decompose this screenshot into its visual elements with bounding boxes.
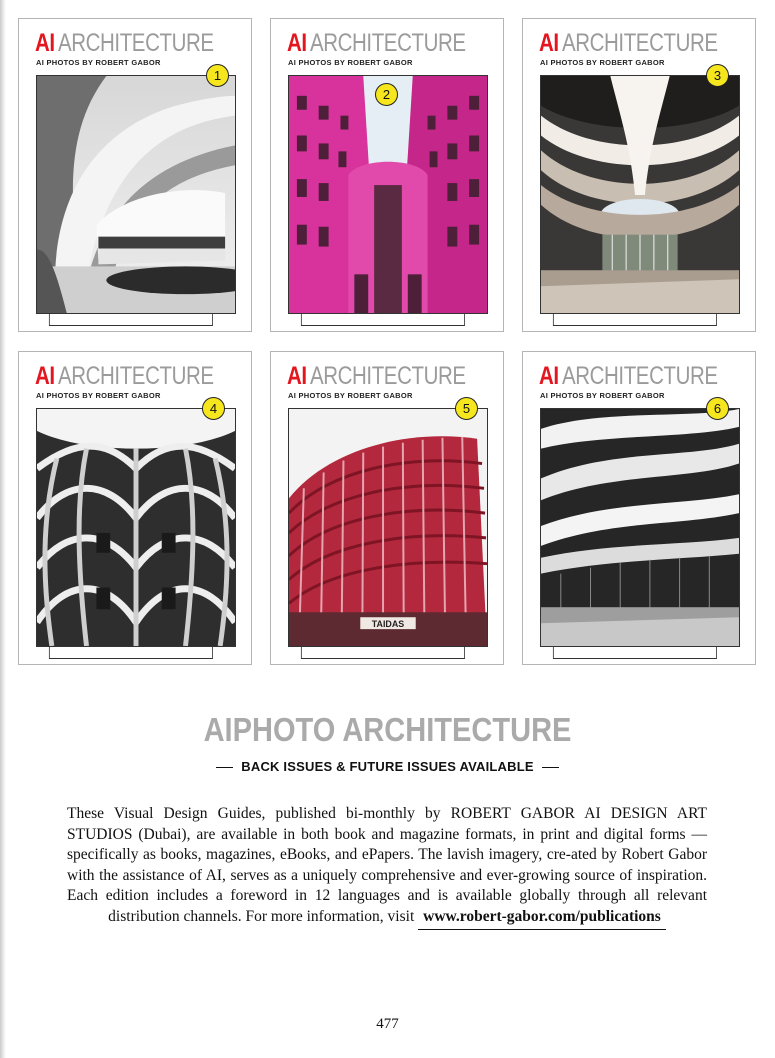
issue-number-badge: 5 xyxy=(455,397,478,420)
issue-number-badge: 2 xyxy=(375,83,398,106)
pink-building-photo xyxy=(288,75,488,314)
cover-byline: AI PHOTOS BY ROBERT GABOR xyxy=(540,391,665,400)
cover-byline: AI PHOTOS BY ROBERT GABOR xyxy=(36,58,161,67)
curved-balconies-photo xyxy=(540,408,740,647)
subheadline-text: BACK ISSUES & FUTURE ISSUES AVAILABLE xyxy=(241,759,534,774)
cover-brand: AI ARCHITECTURE xyxy=(539,31,718,56)
cover-issue-1[interactable] xyxy=(18,18,252,332)
cover-brand: AI ARCHITECTURE xyxy=(287,364,466,389)
page-spine-shadow xyxy=(0,0,6,1058)
cover-issue-3[interactable] xyxy=(522,18,756,332)
section-headline: AIPHOTO ARCHITECTURE xyxy=(203,711,572,748)
page-number: 477 xyxy=(376,1016,399,1032)
description-text: These Visual Design Guides, published bi-monthly by ROBERT GABOR AI DESIGN ART STUDIOS (Dubai), are available in both book and magazine formats, in print and digital forms — specifically as books, magazines, eBooks, and ePapers. The lavish imagery, cre-ated by Robert Gabor with the assistance of AI, serves as a uniquely comprehensive and ever-growing source of inspiration. Each edition includes a foreword in 12 languages and is available globally through all relevant distribution channels. For more information, visit xyxy=(67,805,707,925)
section-subheadline xyxy=(0,759,775,774)
publications-link[interactable]: www.robert-gabor.com/publications xyxy=(418,907,666,930)
cover-brand: AI ARCHITECTURE xyxy=(35,364,214,389)
issue-number-badge: 3 xyxy=(706,64,729,87)
cover-byline: AI PHOTOS BY ROBERT GABOR xyxy=(288,58,413,67)
issue-number-badge: 4 xyxy=(202,397,225,420)
dash-right xyxy=(542,767,559,769)
cover-brand: AI ARCHITECTURE xyxy=(539,364,718,389)
cover-issue-5[interactable] xyxy=(270,351,504,665)
red-round-building-photo xyxy=(288,408,488,647)
cover-issue-4[interactable] xyxy=(18,351,252,665)
cover-brand: AI ARCHITECTURE xyxy=(287,31,466,56)
description-paragraph xyxy=(67,804,707,930)
storefront-sign: TAIDAS xyxy=(371,619,405,630)
cover-byline: AI PHOTOS BY ROBERT GABOR xyxy=(36,391,161,400)
cover-issue-2[interactable] xyxy=(270,18,504,332)
curved-interior-photo xyxy=(540,75,740,314)
cover-byline: AI PHOTOS BY ROBERT GABOR xyxy=(540,58,665,67)
lattice-dome-photo xyxy=(36,408,236,647)
cover-byline: AI PHOTOS BY ROBERT GABOR xyxy=(288,391,413,400)
issue-number-badge: 1 xyxy=(206,64,229,87)
issue-number-badge: 6 xyxy=(706,397,729,420)
cover-brand: AI ARCHITECTURE xyxy=(35,31,214,56)
curved-white-building-photo xyxy=(36,75,236,314)
dash-left xyxy=(216,767,233,769)
cover-issue-6[interactable] xyxy=(522,351,756,665)
